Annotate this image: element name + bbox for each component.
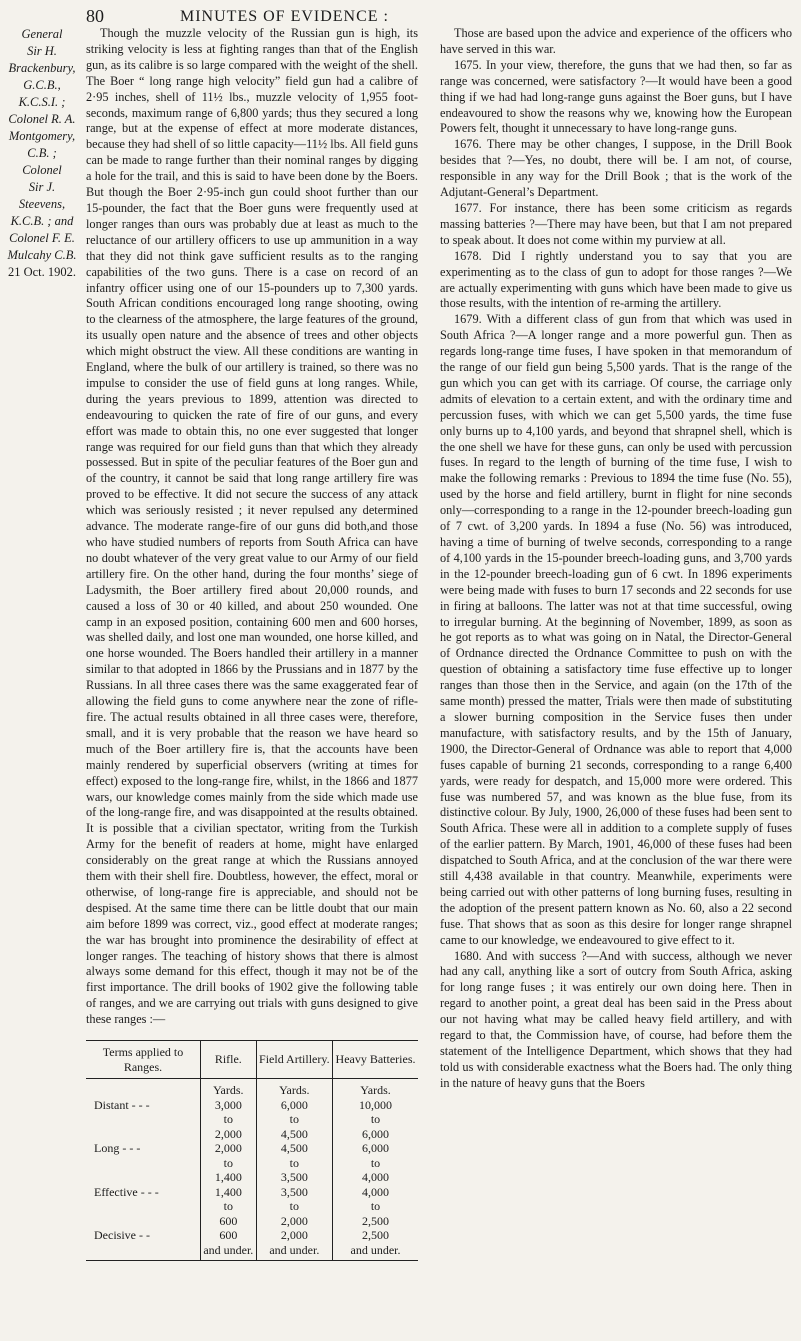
table-row [86,1228,418,1261]
table-cell: 6,000 to 4,000 [333,1141,418,1185]
witness-margin-note [6,26,78,281]
table-cell: 2,000 and under. [256,1228,332,1261]
table-cell: 4,000 to 2,500 [333,1185,418,1229]
question-1677: 1677. For instance, there has been some criticism as regards massing batteries ?—There may have been, but that I am not prepared to speak about. It does not come within my purview at all. [440,200,792,247]
paragraph-intro: Those are based upon the advice and experience of the officers who have served in this war. [440,26,792,56]
range-term: Effective - - - [94,1184,159,1199]
table-cell: 3,000 to 2,000 [201,1098,257,1142]
running-title: MINUTES OF EVIDENCE : [180,8,389,25]
range-table [86,1040,418,1261]
table-cell: 3,500 to 2,000 [256,1185,332,1229]
table-row [86,1141,418,1185]
margin-line: Colonel R. A. [8,112,76,126]
margin-line: K.C.B. ; and [10,214,74,228]
table-cell: 600 and under. [201,1228,257,1261]
range-term: Decisive - - [86,1228,201,1261]
range-term: Distant - - - [94,1097,150,1112]
units-cell: Yards. [201,1079,257,1098]
question-1679: 1679. With a different class of gun from that which was used in South Africa ?—A longer range and a more powerful gun. Then as regards long-range time fuses, I have spoken in that memorandum of the range of our field gun being 5,500 yards. That is the range of the gun which you can get with its carriage. Of course, the carriage only admits of elevation to a certain extent, and with the ordinary time and percussion fuses, with which we can get 5,500 yards, the time fuse only burns up to 4,100 yards, and beyond that shrapnel shell, which is the one shell we have for these guns, can only be used with percussion fuses. In regard to the length of burning of the time fuse, I wish to make the following remarks : Previous to 1894 the time fuse (No. 55), used by the horse and field artillery, burnt in flight for nine seconds only—corresponding to a range in the 12-pounder breech-loading gun of 7 cwt. of 3,200 yards. In 1894 a fuse (No. 56) was introduced, having a time of burning of twelve seconds, corresponding to a range of 4,100 yards in the 15-pounder breech-loading guns, and 3,700 yards in the 12-pounder breech-loading gun of 6 cwt. In 1896 experiments were being made with fuses to burn 17 seconds and 22 seconds for use in firing at balloons. The latter was not at that time successful, owing to irregular burning. At the beginning of November, 1899, as soon as he got reports as to what was going on in Natal, the Director-General of Ordnance directed the Ordnance Committee to push on with the question of obtaining a satisfactory time fuse effective up to longer ranges than those then in the Service, and again (on the 17th of the same month) pressed the matter, Trials were then made of substituting a slower burning composition in the Service fuses then under manufacture, with satisfactory results, and by the 15th of January, 1900, the Director-General of Ordnance was able to report that 4,000 fuses capable of burning 21 seconds, corresponding to a range 6,400 yards, were ready for despatch, and 15,000 more were ordered. This fuse was numbered 57, and was known as the blue fuse, from its distinctive colour. By July, 1900, 26,000 of these fuses had been sent to South Africa. These were all in addition to a complete supply of fuses of the earlier pattern. By March, 1901, 46,000 of these fuses had been dispatched to South Africa, and at the conclusion of the war there were still 4,438 available in that country. Meanwhile, experiments were being carried out with other patterns of long burning fuses, resulting in the adoption of the present pattern known as No. 60, also a 22 second fuse. That shows that as soon as this desire for longer range shrapnel came to our knowledge, we endeavoured to give effect to it. [440,312,792,947]
margin-line: Sir J. [28,180,56,194]
margin-line: Mulcahy C.B. [7,248,77,262]
margin-line: Steevens, [18,197,66,211]
units-blank [86,1079,201,1098]
question-1675: 1675. In your view, therefore, the guns that we had then, so far as range was concerned, were satisfactory ?—It would have been a good thing if we had had long-range guns against the Boer guns, but I have endeavoured to show the reasons why we, knowing how the European Powers felt, thought it unnecessary to have long-range guns. [440,57,792,136]
table-cell: 2,000 to 1,400 [201,1141,257,1185]
units-cell: Yards. [256,1079,332,1098]
margin-line: K.C.S.I. ; [18,95,66,109]
margin-line: Montgomery, [8,129,76,143]
right-text-column [440,26,792,1092]
range-term: Long - - - [94,1141,141,1156]
margin-line: G.C.B., [23,78,61,92]
units-row [86,1079,418,1098]
table-cell: 10,000 to 6,000 [333,1098,418,1142]
margin-line: Colonel F. E. [9,231,75,245]
paragraph-russian-gun: Though the muzzle velocity of the Russian gun is high, its striking velocity is less at fighting ranges than that of the English gun, as its calibre is so large compared with the weight of the shell. The Boer “ long range high velocity” field gun had a calibre of 2·95 inches, shell of 11½ lbs., muzzle velocity of 1,955 foot-seconds, maximum range of 6,800 yards; thus they secured a long range, but at the expense of effect at more moderate distances, because they had shell of so little capacity—11½ lbs. All field guns can be made to range further than their nominal ranges by digging a hole for the trail, and this is said to have been done by the Boers. But though the Boer 2·95-inch gun could shoot further than our 15-pounder, the fact that the Boer guns were frequently used at longer ranges than ours was probably due at least as much to the reluctance of our artillery officers to use up ammunition in a way that they did not think gave sufficient results as to the ranging capabilities of the two guns. There is a case on record of an infantry officer using one of our 15-pounders up to 7,300 yards. South African conditions encouraged long range shooting, owing to the clearness of the atmosphere, the large features of the ground, its usually open nature and the absence of trees and other objects which might obstruct the view. All these conditions are wanting in England, where the bulk of our artillery is trained, so there was no impulse to consider the use of field guns at long ranges. While, during the years previous to 1899, attention was directed to endeavouring to quicken the rate of fire of our guns, and every effort was made to obtain this, no one ever suggested that longer range was required for our field guns than that which they already possessed. But in spite of the peculiar features of the Boer gun and of the country, it cannot be said that long range artillery fire was proved to be effective. It did not secure the success of any attack which was seriously resisted ; it never repulsed any determined advance. The moderate range-fire of our guns did both,and those who have studied numbers of reports from South Africa can have no doubt whatever of the very great value to our Army of our field artillery fire. On the other hand, during the four months’ siege of Ladysmith, the Boer artillery fired about 20,000 rounds, and caused a loss of 30 or 40 killed, and about 250 wounded. One camp in an exposed position, containing 600 men and 600 horses, was shelled daily, and lost one man wounded, one horse killed, and one horse wounded. The Boers handled their artillery in a manner similar to that adopted in 1866 by the Prussians and in 1877 by the Russians. In all three cases there was the same exaggerated fear of allowing the field guns to come anywhere near the zone of rifle-fire. The actual results obtained in all three cases were, therefore, small, and it is very probable that the reason we have heard so much of the Boer artillery fire is, that the accounts have been mainly rendered by superficial observers (writing at times for effect) exposed to the long-range fire, whilst, in the 1866 and 1877 wars, our knowledge comes mainly from the side which made use of the long-range fire, and was disappointed at the results obtained. It is possible that a civilian spectator, writing from the Turkish Army for the benefit of readers at home, might have enlarged considerably on the great range at which the Russians annoyed them with their shell fire. Doubtless, however, the effect, moral or otherwise, of long-range fire is appreciable, and should not be despised. At the same time there can be little doubt that our main aim before 1899 was correct, viz., good effect at moderate ranges; the war has brought into prominence the desirability of effect at longer ranges. The teaching of history shows that there is almost always some demand for this effect, though it may not be of the first importance. The drill books of 1902 give the following table of ranges, and we are carrying out trials with guns designed to give these ranges :— [86,26,418,1027]
left-text-column [86,26,418,1261]
margin-line: Brackenbury, [8,61,76,75]
units-cell: Yards. [333,1079,418,1098]
table-cell: 4,500 to 3,500 [256,1141,332,1185]
table-row [86,1098,418,1142]
header-terms: Terms applied to Ranges. [86,1041,201,1079]
margin-line: Colonel [22,163,62,177]
header-heavy-batteries: Heavy Batteries. [333,1041,418,1079]
margin-line: General [21,27,63,41]
margin-date: 21 Oct. 1902. [7,265,77,279]
table-cell: 1,400 to 600 [201,1185,257,1229]
margin-line: C.B. ; [27,146,57,160]
header-field-artillery: Field Artillery. [256,1041,332,1079]
page-number: 80 [86,6,104,26]
table-row [86,1185,418,1229]
question-1680: 1680. And with success ?—And with success, although we never had any call, anything like a sort of outcry from South Africa, asking for long range fuses ; it was entirely our own doing here. Then in regard to another point, a great deal has been said in the Press about our not having what may be called heavy field artillery, and with regard to that, the Commission have, of course, had before them the statement of the Intelligence Department, which shows that they had told us with considerable exactness what the Boers had. The only thing in the nature of heavy guns that the Boers [440,948,792,1090]
table-cell: 2,500 and under. [333,1228,418,1261]
margin-line: Sir H. [27,44,57,58]
table-cell: 6,000 to 4,500 [256,1098,332,1142]
header-rifle: Rifle. [201,1041,257,1079]
question-1678: 1678. Did I rightly understand you to say that you are experimenting as to the class of gun to adopt for those ranges ?—We are actually experimenting with guns which have been made to give us those results, with the intention of re-arming the artillery. [440,248,792,311]
question-1676: 1676. There may be other changes, I suppose, in the Drill Book besides that ?—Yes, no doubt, there will be. I am not, of course, responsible in any way for the Drill Book ; that is the work of the Adjutant-General’s Department. [440,137,792,200]
